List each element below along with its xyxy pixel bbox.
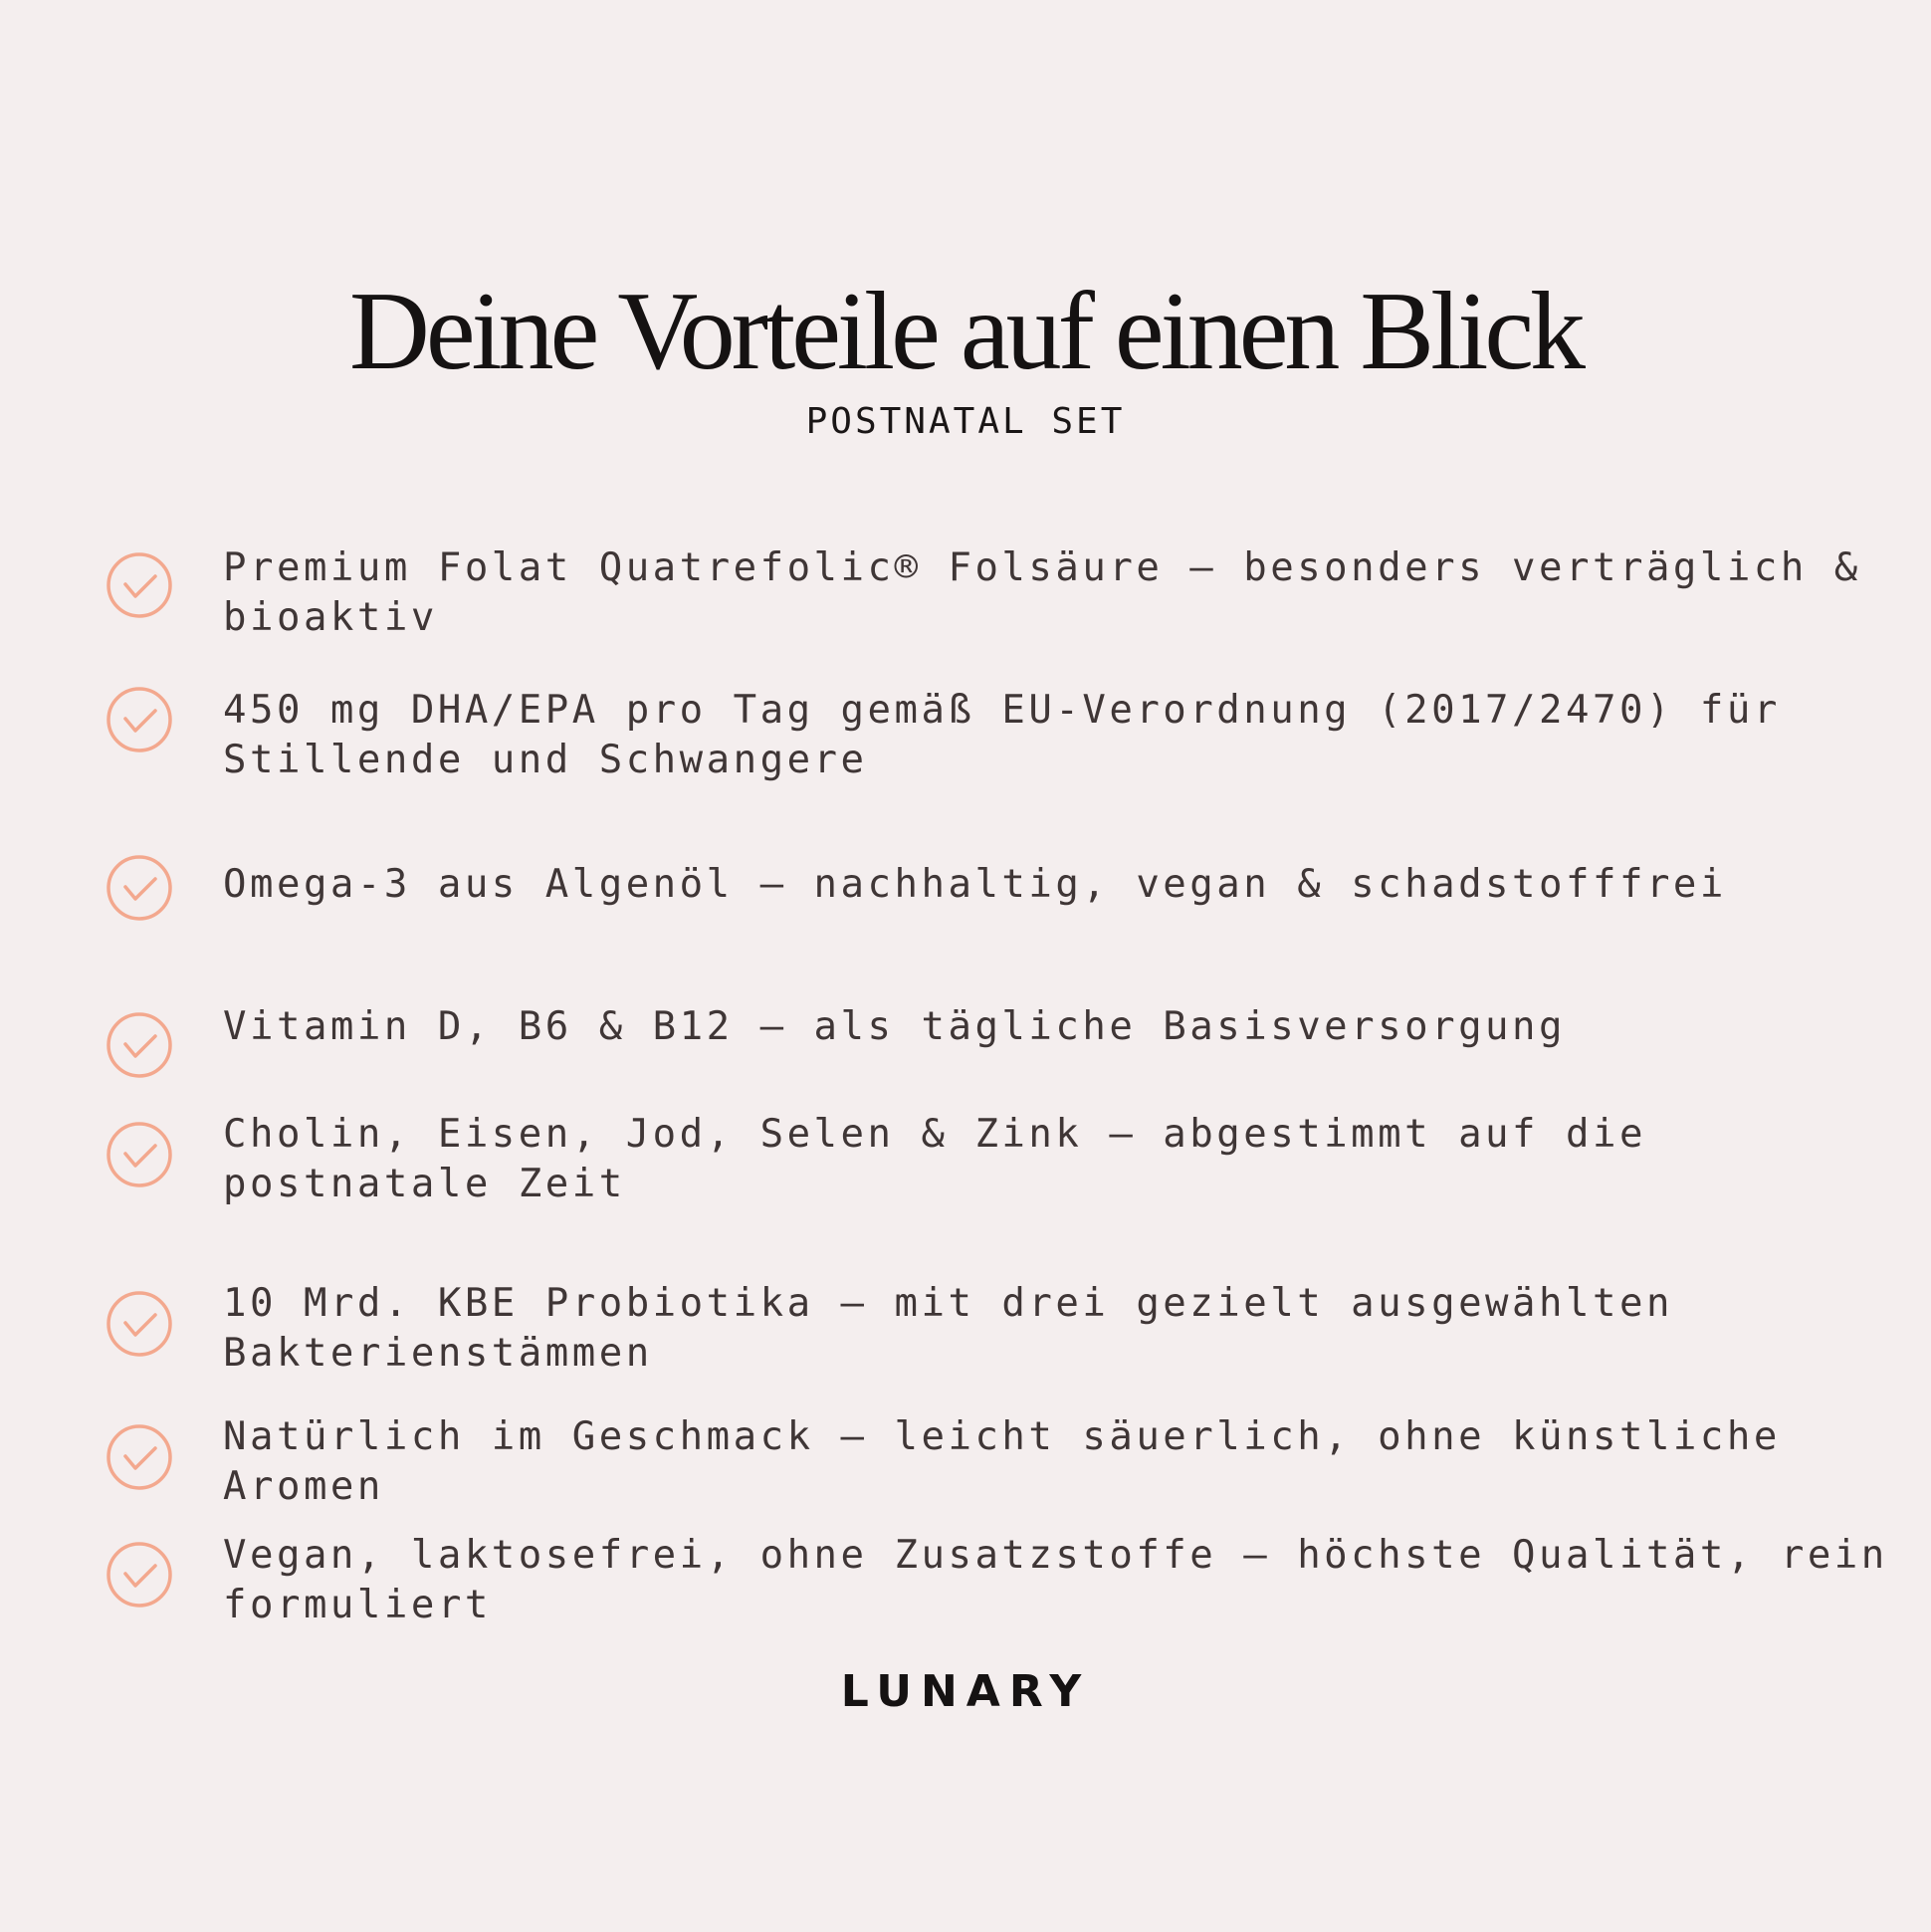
check-circle-icon xyxy=(106,1423,173,1491)
benefit-item xyxy=(0,1533,1931,1660)
benefit-text xyxy=(223,1002,1915,1052)
benefit-item xyxy=(0,686,1931,805)
benefit-text-line: formuliert xyxy=(223,1583,492,1627)
check-circle-icon xyxy=(106,1121,173,1188)
benefit-text xyxy=(223,860,1915,910)
benefit-text xyxy=(223,686,1915,785)
benefit-text xyxy=(223,1110,1915,1209)
benefit-text xyxy=(223,543,1915,643)
benefit-text xyxy=(223,1531,1915,1630)
benefit-item xyxy=(0,1414,1931,1543)
benefit-text-line: Vitamin D, B6 & B12 – als tägliche Basisversorgung xyxy=(223,1004,1566,1049)
benefit-text-line: Natürlich im Geschmack – leicht säuerlich, ohne künstliche xyxy=(223,1414,1781,1459)
page-subtitle: POSTNATAL SET xyxy=(805,401,1126,442)
benefit-item xyxy=(0,854,1931,973)
benefit-text xyxy=(223,1279,1915,1379)
brand-logo: LUNARY xyxy=(840,1666,1091,1717)
benefit-text-line: Aromen xyxy=(223,1464,384,1509)
check-circle-icon xyxy=(106,854,173,922)
benefit-text-line: postnatale Zeit xyxy=(223,1162,626,1206)
page-title: Deine Vorteile auf einen Blick xyxy=(348,270,1583,393)
benefit-text xyxy=(223,1412,1915,1512)
benefit-text-line: Omega-3 aus Algenöl – nachhaltig, vegan & schadstofffrei xyxy=(223,862,1727,907)
benefit-text-line: Bakterienstämmen xyxy=(223,1331,653,1376)
check-circle-icon xyxy=(106,1541,173,1609)
benefit-text-line: bioaktiv xyxy=(223,595,438,640)
benefit-text-line: Cholin, Eisen, Jod, Selen & Zink – abgestimmt auf die xyxy=(223,1112,1646,1157)
benefit-item xyxy=(0,545,1931,671)
check-circle-icon xyxy=(106,1290,173,1358)
benefit-text-line: 10 Mrd. KBE Probiotika – mit drei gezielt ausgewählten xyxy=(223,1281,1673,1326)
check-circle-icon xyxy=(106,1011,173,1079)
benefit-item xyxy=(0,1112,1931,1240)
benefit-text-line: Premium Folat Quatrefolic® Folsäure – besonders verträglich & xyxy=(223,545,1861,590)
benefit-text-line: Vegan, laktosefrei, ohne Zusatzstoffe – höchste Qualität, rein xyxy=(223,1533,1888,1578)
benefit-text-line: Stillende und Schwangere xyxy=(223,738,868,782)
benefit-item xyxy=(0,1281,1931,1409)
benefit-text-line: 450 mg DHA/EPA pro Tag gemäß EU-Verordnung (2017/2470) für xyxy=(223,688,1781,733)
check-circle-icon xyxy=(106,551,173,619)
check-circle-icon xyxy=(106,686,173,753)
